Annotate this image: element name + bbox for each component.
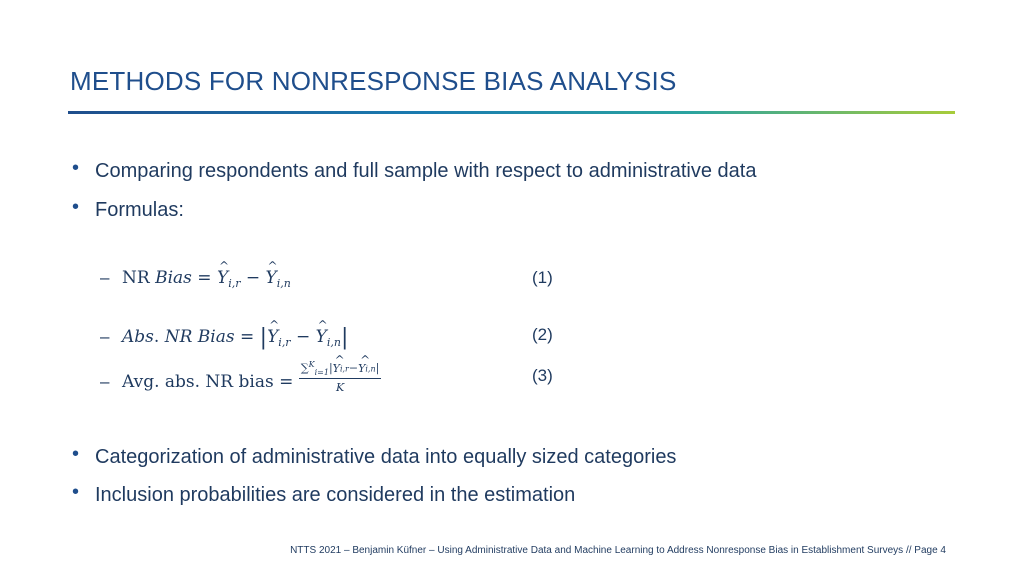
bullet-text: Formulas: — [95, 199, 184, 221]
formula-nr-bias — [100, 268, 291, 290]
formula-dash: – — [100, 372, 110, 392]
slide-title: METHODS FOR NONRESPONSE BIAS ANALYSIS — [70, 66, 677, 96]
equation-number-3: (3) — [532, 366, 553, 385]
bullet-dot-icon: • — [72, 196, 80, 218]
formula-abs-nr-bias — [100, 325, 348, 350]
formula-avg-abs-nr-bias — [100, 360, 381, 400]
formula-2-math: Abs. NR Bias = |^ $Y_{i,r}$ − ^ $Y_{i,n}|$ — [122, 327, 348, 347]
formula-dash: – — [100, 268, 110, 287]
fraction: $\frac{\sum^K_{i=1}|\^{} Yi,r-\^{} Yi,n|}{K}$ — [299, 360, 382, 394]
bullet-dot-icon: • — [72, 481, 80, 503]
bullet-dot-icon: • — [72, 157, 80, 179]
equation-number-1: (1) — [532, 268, 553, 287]
formula-3-math: Avg. abs. NR bias = $\frac{\sum^K_{i=1}|\^{} Yi,r-\^{} Yi,n|}{K}$ — [122, 372, 381, 392]
equation-number-2: (2) — [532, 325, 553, 344]
formula-1-math: NR Bias = ^ $Y_{i,r}$ − ^ $Y_{i,n}$ — [122, 268, 291, 288]
formula-dash: – — [100, 327, 110, 346]
bullet-text: Inclusion probabilities are considered in the estimation — [95, 484, 576, 506]
bullet-text: Categorization of administrative data into equally sized categories — [95, 446, 677, 468]
bullet-dot-icon: • — [72, 443, 80, 465]
slide-footer: NTTS 2021 – Benjamin Küfner – Using Administrative Data and Machine Learning to Address Nonresponse Bias in Establishment Surveys // Page 4 — [290, 545, 946, 556]
title-divider — [68, 111, 955, 114]
bullet-text: Comparing respondents and full sample with respect to administrative data — [95, 160, 757, 182]
